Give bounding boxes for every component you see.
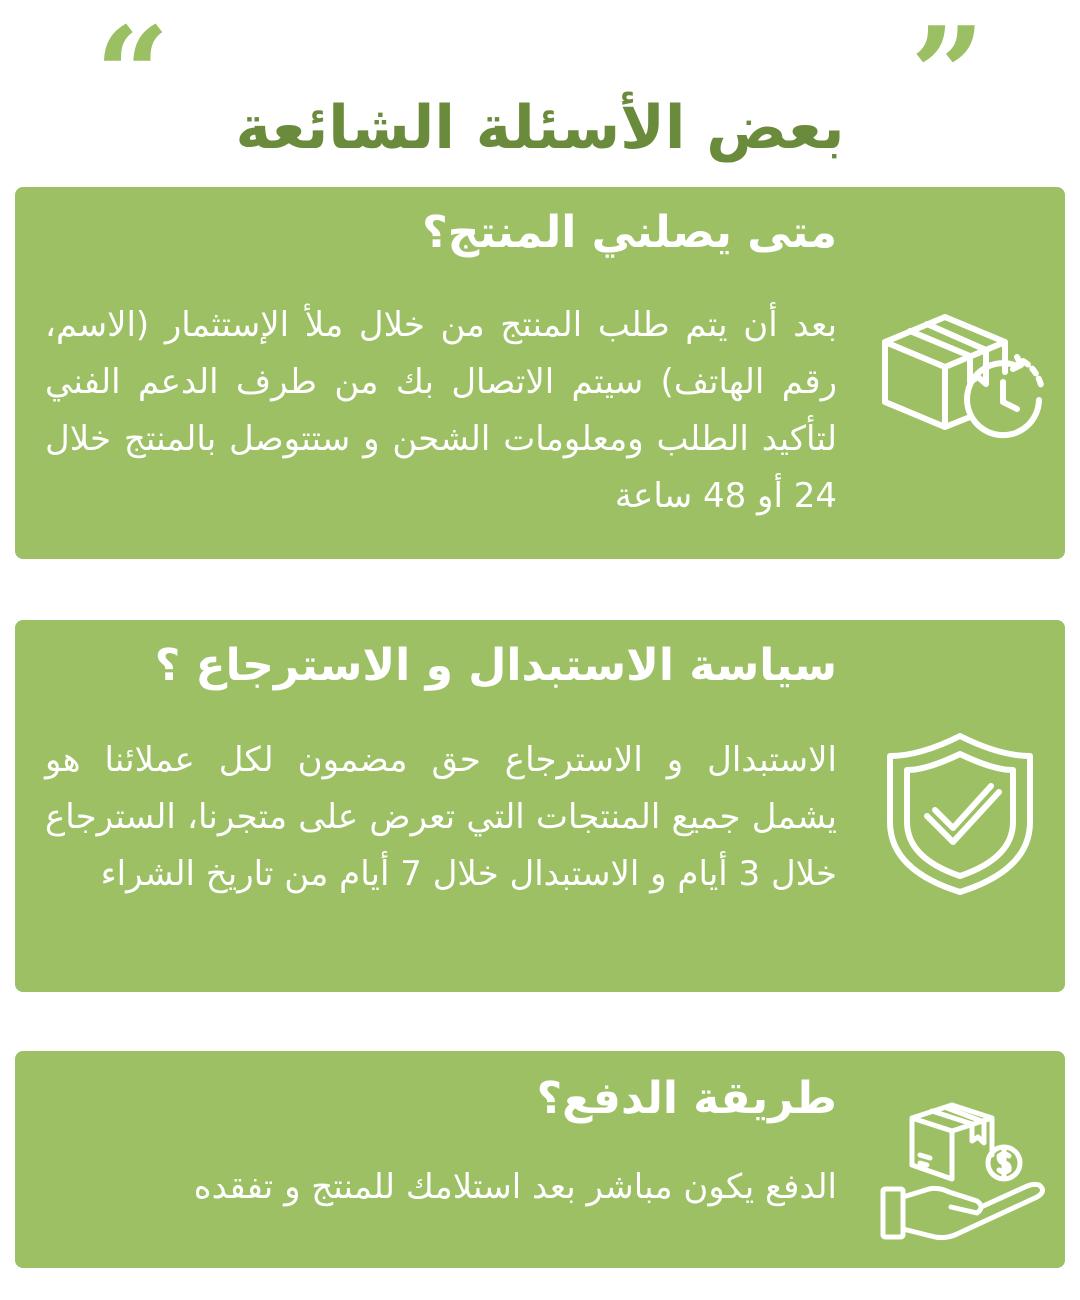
faq-card-returns bbox=[15, 620, 1065, 992]
page-title: بعض الأسئلة الشائعة bbox=[235, 93, 845, 164]
quote-close-mark: ” bbox=[910, 0, 985, 151]
shield-check-icon bbox=[865, 730, 1055, 900]
hand-box-dollar-icon bbox=[875, 1093, 1055, 1243]
delivery-box-clock-icon bbox=[865, 287, 1055, 457]
faq-answer-returns: الاستبدال و الاسترجاع حق مضمون لكل عملائنا هو يشمل جميع المنتجات التي تعرض على متجرنا، السترجاع خلال 3 أيام و الاستبدال خلال 7 أيام من تاريخ الشراء bbox=[45, 740, 837, 894]
faq-answer-payment: الدفع يكون مباشر بعد استلامك للمنتج و تفقده bbox=[193, 1167, 837, 1207]
faq-question-payment: طريقة الدفع؟ bbox=[536, 1073, 837, 1124]
quote-open-mark: “ bbox=[95, 0, 170, 151]
faq-question-returns: سياسة الاستبدال و الاسترجاع ؟ bbox=[154, 640, 837, 691]
faq-card-payment bbox=[15, 1051, 1065, 1268]
faq-question-delivery: متى يصلني المنتج؟ bbox=[422, 207, 837, 258]
faq-card-delivery bbox=[15, 187, 1065, 559]
faq-header bbox=[0, 0, 1080, 164]
faq-answer-delivery: بعد أن يتم طلب المنتج من خلال ملأ الإستثمار (الاسم، رقم الهاتف) سيتم الاتصال بك من طرف الدعم الفني لتأكيد الطلب ومعلومات الشحن و ستتوصل بالمنتج خلال 24 أو 48 ساعة bbox=[45, 305, 837, 516]
